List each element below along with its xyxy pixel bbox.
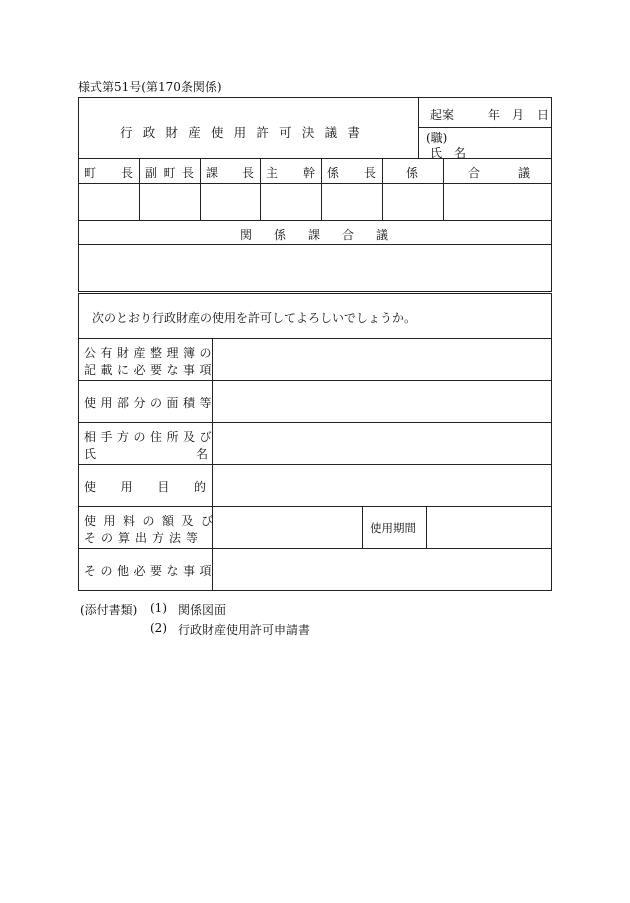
header-split <box>418 127 552 128</box>
approval-col-divider <box>200 158 201 221</box>
title-char: 書 <box>347 125 360 140</box>
item-area: 使用部分の面積等 <box>84 396 217 410</box>
label-char: 係 <box>327 166 340 180</box>
label-char: 目 <box>157 480 170 494</box>
attachment-item: 関係図面 <box>178 603 227 617</box>
approval-col-divider <box>260 158 261 221</box>
period-divider-left <box>362 506 363 548</box>
item-period: 使用期間 <box>370 521 416 535</box>
title-char: 使 <box>210 125 224 140</box>
approval-col-divider <box>321 158 322 221</box>
attachment-num: (2) <box>150 621 167 635</box>
form-number: 様式第51号(第170条関係) <box>78 80 222 94</box>
label-char: 使 <box>84 480 97 494</box>
label-char: 用 <box>120 480 133 494</box>
period-divider-right <box>426 506 427 548</box>
approval-head-unit-chief <box>327 164 376 182</box>
approval-col-divider <box>382 158 383 221</box>
request-text: 次のとおり行政財産の使用を許可してよろしいでしょうか。 <box>92 311 417 325</box>
approval-head-supervisor <box>266 164 315 182</box>
row-divider <box>78 338 552 339</box>
title-char: 決 <box>301 125 315 140</box>
row-divider <box>78 506 552 507</box>
attachment-item: 行政財産使用許可申請書 <box>178 623 311 637</box>
item-fee-line2: その算出方法等 <box>84 531 204 545</box>
approval-head-deputy-mayor <box>145 164 194 182</box>
label-char: 的 <box>193 480 206 494</box>
title-char: 行 <box>120 125 133 140</box>
page-title <box>120 123 360 141</box>
row-divider <box>78 422 552 423</box>
label-char: 議 <box>375 228 388 242</box>
label-char: 幹 <box>302 166 315 180</box>
item-registry-line1: 公有財産整理簿の <box>84 346 217 360</box>
label-char: 議 <box>517 166 530 180</box>
month-label: 月 <box>512 108 525 122</box>
label-char: 合 <box>341 228 354 242</box>
row-divider <box>78 548 552 549</box>
label-char: 長 <box>363 166 376 180</box>
label-char: 合 <box>468 166 481 180</box>
approval-header-line <box>78 183 552 184</box>
label-char: 課 <box>307 228 320 242</box>
row-divider <box>78 464 552 465</box>
item-other: その他必要な事項 <box>84 564 217 578</box>
label-char: 副 <box>145 166 158 180</box>
label-char: 関 <box>240 228 253 242</box>
label-char: 係 <box>273 228 286 242</box>
approval-head-consultation <box>468 164 530 182</box>
item-purpose <box>84 478 206 495</box>
title-char: 用 <box>233 125 247 140</box>
title-char: 可 <box>279 125 292 140</box>
header-divider <box>418 97 419 159</box>
consultation-label <box>240 226 388 243</box>
label-char: 町 <box>163 166 176 180</box>
day-label: 日 <box>537 108 550 122</box>
attachments-label: (添付書類) <box>80 603 138 617</box>
approval-head-mayor <box>84 164 133 182</box>
approval-head-section-chief <box>206 164 254 182</box>
label-char: 長 <box>241 166 254 180</box>
consultation-header-line <box>78 244 552 245</box>
attachment-num: (1) <box>150 601 167 615</box>
row-divider <box>78 380 552 381</box>
label-char: 長 <box>181 166 194 180</box>
title-char: 産 <box>188 125 201 140</box>
title-char: 政 <box>142 125 156 140</box>
draft-label: 起案 <box>430 108 455 122</box>
approval-col-divider <box>443 158 444 221</box>
position-label: (職) <box>426 131 448 145</box>
approval-head-staff: 係 <box>406 166 419 180</box>
item-party-line2-a: 氏 <box>84 447 97 461</box>
year-label: 年 <box>488 108 501 122</box>
item-registry-line2: 記載に必要な事項 <box>84 363 217 377</box>
approval-col-divider <box>139 158 140 221</box>
label-char: 課 <box>206 166 219 180</box>
item-fee-line1: 使用料の額及び <box>84 514 221 528</box>
item-party-line2-b: 名 <box>196 447 209 461</box>
label-char: 長 <box>120 166 133 180</box>
title-char: 議 <box>324 125 338 140</box>
title-char: 財 <box>165 125 178 140</box>
label-char: 主 <box>266 166 279 180</box>
item-party-line1: 相手方の住所及び <box>84 430 217 444</box>
name-label: 氏 名 <box>430 146 467 160</box>
label-char: 町 <box>84 166 97 180</box>
title-char: 許 <box>256 125 269 140</box>
